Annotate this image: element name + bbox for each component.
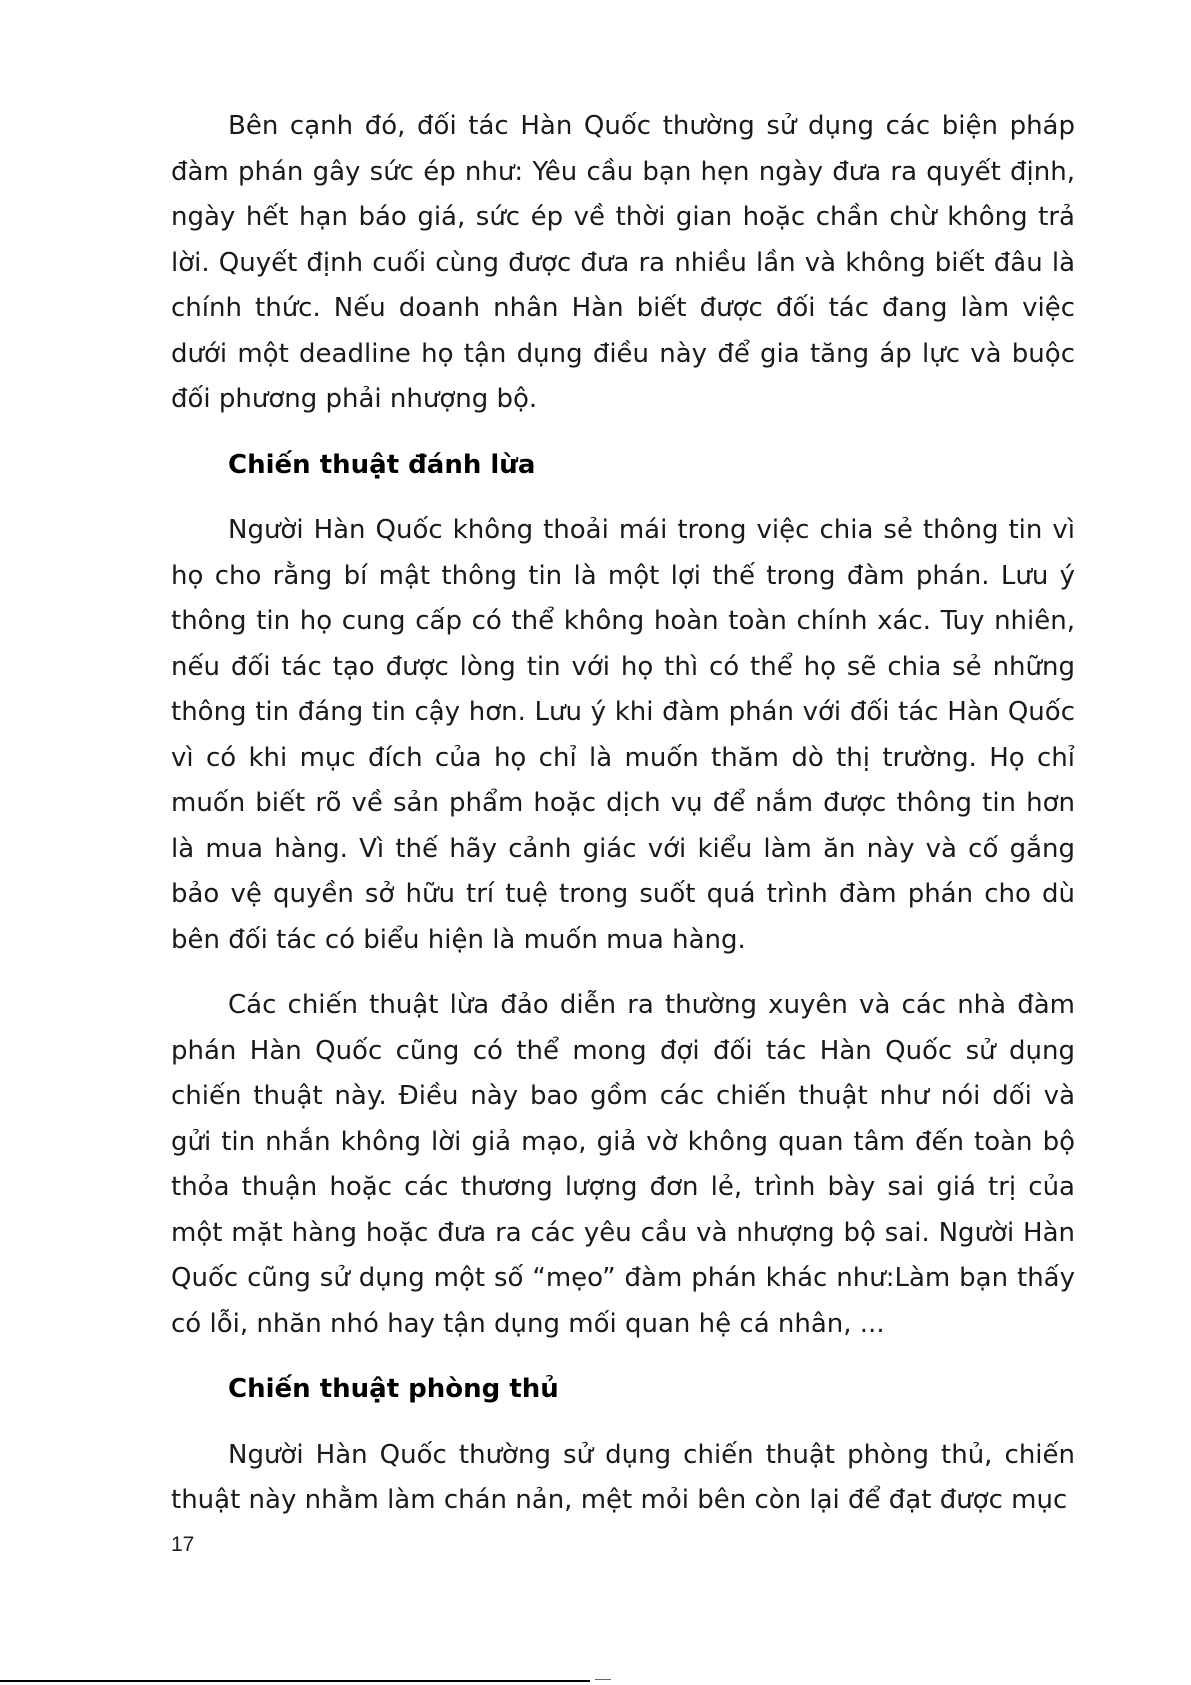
- section-heading: Chiến thuật đánh lừa: [228, 449, 536, 480]
- footer-divider: [0, 1680, 590, 1682]
- paragraph: Các chiến thuật lừa đảo diễn ra thường xuyên và các nhà đàm phán Hàn Quốc cũng có thể mong đợi đối tác Hàn Quốc sử dụng chiến thuật này. Điều này bao gồm các chiến thuật như nói dối và gửi tin nhắn không lời giả mạo, giả vờ không quan tâm đến toàn bộ thỏa thuận hoặc các thương lượng đơn lẻ, trình bày sai giá trị của một mặt hàng hoặc đưa ra các yêu cầu và nhượng bộ sai. Người Hàn Quốc cũng sử dụng một số “mẹo” đàm phán khác như:Làm bạn thấy có lỗi, nhăn nhó hay tận dụng mối quan hệ cá nhân, ...: [171, 990, 1075, 1339]
- footer-divider-tail: [595, 1679, 611, 1680]
- paragraph: Bên cạnh đó, đối tác Hàn Quốc thường sử dụng các biện pháp đàm phán gây sức ép như: Yêu cầu bạn hẹn ngày đưa ra quyết định, ngày hết hạn báo giá, sức ép về thời gian hoặc chần chừ không trả lời. Quyết định cuối cùng được đưa ra nhiều lần và không biết đâu là chính thức. Nếu doanh nhân Hàn biết được đối tác đang làm việc dưới một deadline họ tận dụng điều này để gia tăng áp lực và buộc đối phương phải nhượng bộ.: [171, 111, 1075, 414]
- section-heading: Chiến thuật phòng thủ: [228, 1374, 559, 1404]
- paragraph: Người Hàn Quốc không thoải mái trong việc chia sẻ thông tin vì họ cho rằng bí mật thông tin là một lợi thế trong đàm phán. Lưu ý thông tin họ cung cấp có thể không hoàn toàn chính xác. Tuy nhiên, nếu đối tác tạo được lòng tin với họ thì có thể họ sẽ chia sẻ những thông tin đáng tin cậy hơn. Lưu ý khi đàm phán với đối tác Hàn Quốc vì có khi mục đích của họ chỉ là muốn thăm dò thị trường. Họ chỉ muốn biết rõ về sản phẩm hoặc dịch vụ để nắm được thông tin hơn là mua hàng. Vì thế hãy cảnh giác với kiểu làm ăn này và cố gắng bảo vệ quyền sở hữu trí tuệ trong suốt quá trình đàm phán cho dù bên đối tác có biểu hiện là muốn mua hàng.: [171, 515, 1075, 955]
- paragraph: Người Hàn Quốc thường sử dụng chiến thuật phòng thủ, chiến thuật này nhằm làm chán nản, mệt mỏi bên còn lại để đạt được mục: [171, 1439, 1075, 1515]
- page-body: [171, 104, 1075, 1544]
- page-number: 17: [171, 1533, 195, 1556]
